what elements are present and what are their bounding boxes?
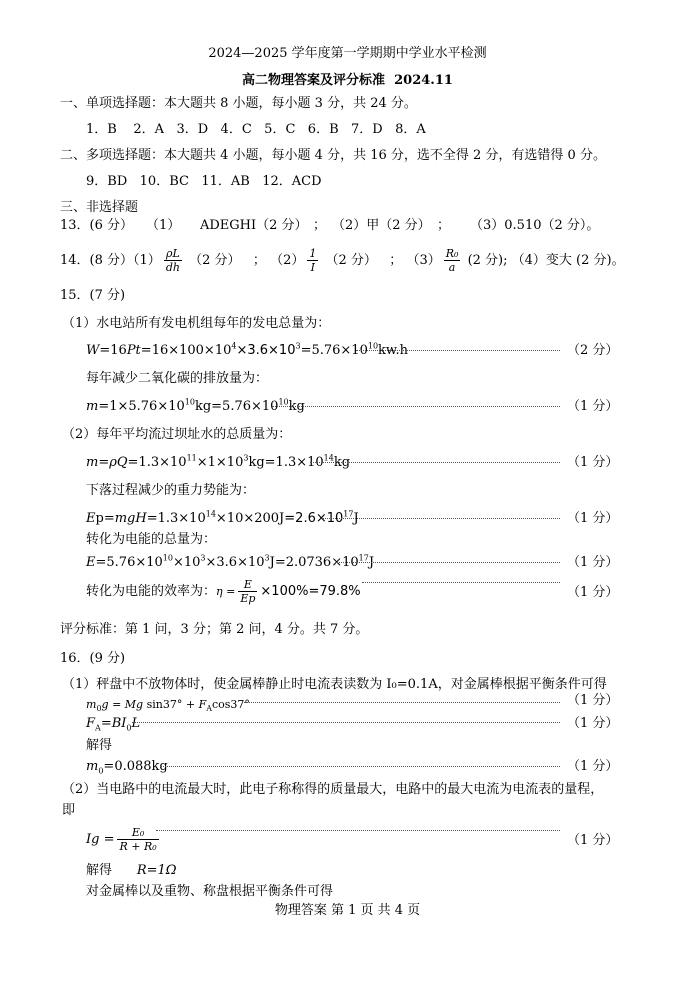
q15-eq3: $m=\rho Q=1.3\times 10^{11}\times 1\times 10^3kg=1.3\times 10^{14}kg$ [86,453,351,470]
efficiency-result: ×100%=79.8% [260,584,361,599]
section2-answers [86,174,322,190]
q16-label: 16．(9 分) [60,651,126,666]
q15-efficiency [86,575,361,609]
q16-eq2: $F_A=BI_0L$ [86,716,141,733]
leader-dots [272,406,560,407]
q14-line [60,246,625,276]
q14-part4: （4）变大 (2 分)。 [511,253,625,268]
score-label: （1 分） [567,585,619,600]
answer-item: 4．C [220,122,252,137]
score-label: （1 分） [567,555,619,570]
fraction-denominator: Ep [240,592,256,605]
q16-part2: （2）当电路中的电流最大时，此电子称称得的质量最大，电路中的最大电流为电流表的量程， [62,782,604,797]
q15-text2: 下落过程减少的重力势能为： [86,483,256,498]
q14-score1: （2 分） [189,253,241,268]
page-title: 2024—2025 学年度第一学期期中学业水平检测 [208,46,487,61]
eta-symbol: η = [216,585,236,598]
subtitle-date: 2024.11 [394,73,453,88]
q14-fraction3 [444,247,461,274]
efficiency-fraction [238,578,257,605]
answer-item: 5．C [264,122,296,137]
q15-eq4: $Ep=mgH=1.3\times 10^{14}\times 10\times 200J=2.6\times 10^{17}J$ [86,509,359,526]
q14-part3: （3） [406,253,441,268]
answer-item: 1．B [86,122,117,137]
answer-item: 11．AB [201,174,250,189]
q16-eq4: R=1Ω [136,863,177,878]
q15-part1: （1）水电站所有发电机组每年的发电总量为： [62,316,331,331]
q14-score3: (2 分); [467,253,508,268]
q15-text3: 转化为电能的总量为： [86,532,217,547]
fraction-numerator: E₀ [117,826,158,840]
q14-fraction1 [164,247,182,274]
q13-label: 13．(6 分） [60,218,134,233]
score-label: （1 分） [567,759,619,774]
leader-dots [160,766,560,767]
fraction-numerator: ρL [164,247,182,261]
q16-eq3: $m_0=0.088kg$ [86,759,168,776]
q16-ig-eq [86,822,162,858]
section1-heading: 一、单项选择题：本大题共 8 小题，每小题 3 分，共 24 分。 [60,96,417,111]
score-label: （1 分） [567,716,619,731]
answer-item: 8．A [395,122,426,137]
page-subtitle [0,73,695,89]
q15-eq5: $E=5.76\times 10^{10}\times 10^3\times 3.6\times 10^3J=2.0736\times 10^{17}J$ [86,553,375,570]
leader-dots [310,462,560,463]
fraction-denominator: dh [165,261,180,274]
leader-dots [336,562,560,563]
leader-dots [356,350,560,351]
q16-text3: 对金属棒以及重物、称盘根据平衡条件可得 [86,884,334,899]
q16-solve [86,863,177,879]
q15-label: 15．(7 分) [60,288,126,303]
q15-criteria: 评分标准：第 1 问，3 分；第 2 问，4 分。共 7 分。 [60,622,369,637]
subtitle-text: 高二物理答案及评分标准 [242,73,386,88]
answer-item: 2．A [133,122,165,137]
q14-sep: ； [389,253,403,268]
q13-part3: （3）0.510（2 分）。 [470,218,600,233]
section2-heading: 二、多项选择题：本大题共 4 小题，每小题 4 分，共 16 分，选不全得 2 分，有选错得 0 分。 [60,148,606,163]
leader-dots [244,702,560,703]
fraction-numerator: 1 [309,247,317,260]
q15-text1: 每年减少二氧化碳的排放量为： [86,371,269,386]
q15-eq1: $W=16Pt=16\times 100\times 10^4\times 3.6\times 10^3=5.76\times 10^{10}kw.h$ [86,341,409,358]
fraction-numerator: E [238,578,257,592]
q14-part2: （2） [270,253,305,268]
score-label: （2 分） [567,343,619,358]
q16-part2b: 即 [62,803,76,818]
score-label: （1 分） [567,833,619,848]
ig-symbol: Ig = [86,832,115,847]
leader-dots [362,582,560,583]
q16-text1: 解得 [86,738,113,753]
q13-part2: （2）甲（2 分） [332,218,431,233]
fraction-denominator: R + R₀ [119,840,157,853]
q15-eq2: $m=1\times 5.76\times 10^{10}kg=5.76\times 10^{10}kg$ [86,397,305,414]
section1-answers [86,122,426,138]
q16-text2: 解得 [86,863,113,878]
leader-dots [322,518,560,519]
q13-answer1: ADEGHI（2 分） [200,218,308,233]
page-footer: 物理答案 第 1 页 共 4 页 [274,903,421,918]
answer-item: 12．ACD [262,174,322,189]
q15-part2: （2）每年平均流过坝址水的总质量为： [62,427,292,442]
answer-item: 3．D [176,122,209,137]
score-label: （1 分） [567,455,619,470]
q13-part1: （1） [146,218,181,233]
q13-sep2: ； [437,218,451,233]
q14-part1: （1） [133,253,161,268]
q14-score2: （2 分） [325,253,377,268]
q14-sep: ； [252,253,266,268]
leader-dots [156,830,560,831]
q16-eq1: $m_0g = Mg$ $\sin 37^\circ + F_A\cos 37^\circ$ [86,698,250,714]
q14-fraction2 [307,247,318,274]
q16-part1: （1）秤盘中不放物体时，使金属棒静止时电流表读数为 I₀=0.1A，对金属棒根据平衡条件可得 [62,677,607,692]
section3-heading: 三、非选择题 [60,200,139,215]
score-label: （1 分） [567,693,619,708]
fraction-numerator: R₀ [445,247,459,260]
answer-item: 10．BC [139,174,189,189]
q14-label: 14．(8 分） [60,253,134,268]
fraction-denominator: a [448,261,456,274]
q15-text4: 转化为电能的效率为： [86,584,217,599]
score-label: （1 分） [567,511,619,526]
score-label: （1 分） [567,399,619,414]
answer-item: 6．B [307,122,339,137]
answer-item: 9．BD [86,174,128,189]
q13-sep1: ； [313,218,327,233]
fraction-denominator: I [310,261,316,274]
ig-fraction [117,826,158,853]
answer-item: 7．D [351,122,383,137]
leader-dots [132,722,560,723]
